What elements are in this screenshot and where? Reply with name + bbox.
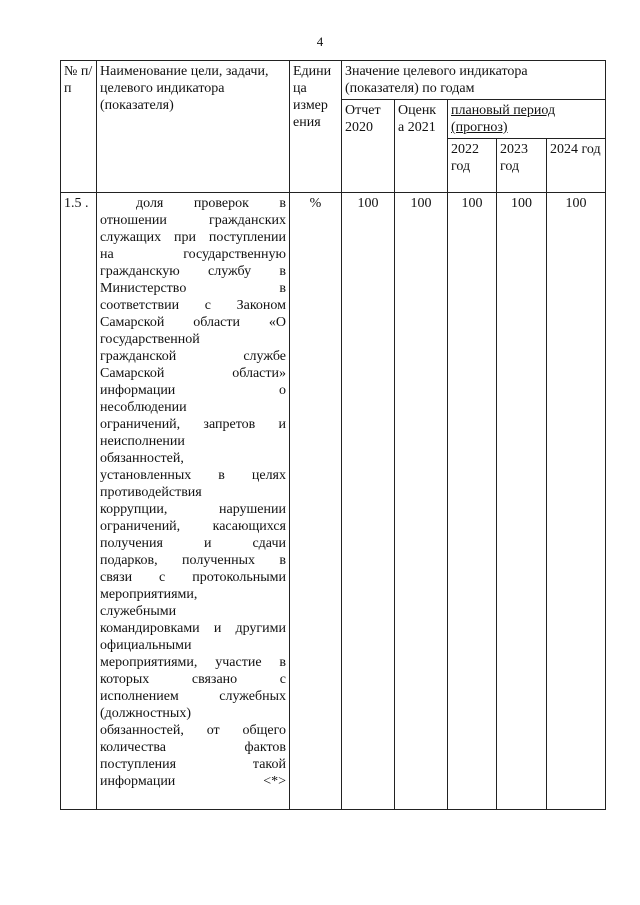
description-line: (должностных): [100, 706, 191, 721]
description-line: исполнением служебных: [100, 689, 286, 704]
description-line: отношении гражданских: [100, 213, 286, 228]
description-line: служебными: [100, 604, 177, 619]
description-line: связи с протокольными: [100, 570, 286, 585]
header-year-2024: 2024 год: [547, 139, 606, 193]
row-number: 1.5 .: [61, 193, 97, 810]
description-line: государственной: [100, 332, 200, 347]
description-line: гражданской службе: [100, 349, 286, 364]
description-line: Министерство в: [100, 281, 286, 296]
description-line: Самарской области «О: [100, 315, 286, 330]
description-line: несоблюдении: [100, 400, 187, 415]
description-line: обязанностей, от общего: [100, 723, 286, 738]
indicator-table: [60, 60, 606, 810]
header-year-2022: 2022 год: [448, 139, 497, 193]
description-line: установленных в целях: [100, 468, 286, 483]
description-line: количества фактов: [100, 740, 286, 755]
description-line: командировками и другими: [100, 621, 286, 636]
page-number: 4: [316, 34, 324, 49]
header-year-2023: 2023 год: [497, 139, 547, 193]
row-plan-2024: 100: [547, 193, 606, 810]
description-line: мероприятиями,: [100, 587, 198, 602]
row-plan-2022: 100: [448, 193, 497, 810]
description-line: информации <*>: [100, 774, 286, 789]
description-line: подарков, полученных в: [100, 553, 286, 568]
row-unit: %: [290, 193, 342, 810]
description-line: гражданскую службу в: [100, 264, 286, 279]
header-col-plan: [448, 100, 606, 139]
description-line: соответствии с Законом: [100, 298, 286, 313]
description-line: ограничений, касающихся: [100, 519, 286, 534]
description-line: неисполнении: [100, 434, 185, 449]
row-report-2020: 100: [342, 193, 395, 810]
description-line: противодействия: [100, 485, 202, 500]
header-col-unit: Едини ца измер ения: [290, 61, 342, 193]
header-col-name: Наименование цели, задачи, целевого индикатора (показателя): [97, 61, 290, 193]
description-line: коррупции, нарушении: [100, 502, 286, 517]
description-line: информации о: [100, 383, 286, 398]
row-plan-2023: 100: [497, 193, 547, 810]
header-col-num: № п/п: [61, 61, 97, 193]
description-line: служащих при поступлении: [100, 230, 286, 245]
description-line: на государственную: [100, 247, 286, 262]
description-line: ограничений, запретов и: [100, 417, 286, 432]
description-line: Самарской области»: [100, 366, 286, 381]
row-description: [97, 193, 290, 810]
header-col-estimate: Оценк а 2021: [395, 100, 448, 193]
header-plan-label: плановый период (прогноз): [451, 103, 556, 135]
description-line: поступления такой: [100, 757, 286, 772]
header-col-report: Отчет 2020: [342, 100, 395, 193]
header-col-values: Значение целевого индикатора (показателя) по годам: [342, 61, 606, 100]
description-line: мероприятиями, участие в: [100, 655, 286, 670]
description-line: получения и сдачи: [100, 536, 286, 551]
description-line: обязанностей,: [100, 451, 184, 466]
row-estimate-2021: 100: [395, 193, 448, 810]
description-line: которых связано с: [100, 672, 286, 687]
description-line: доля проверок в: [136, 196, 286, 211]
description-line: официальными: [100, 638, 192, 653]
